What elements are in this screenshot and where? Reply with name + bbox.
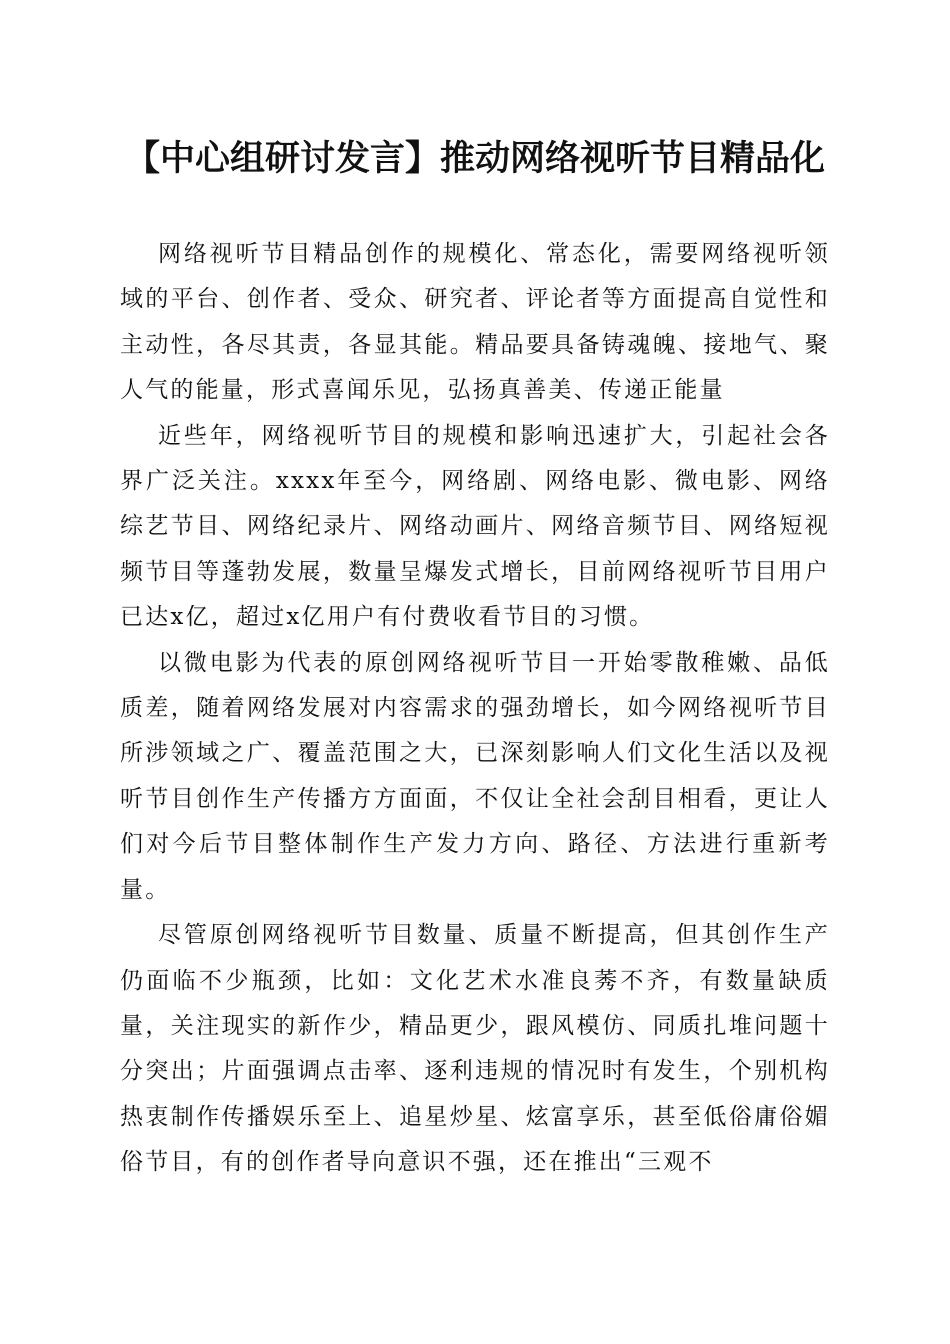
paragraph-2: 近些年，网络视听节目的规模和影响迅速扩大，引起社会各界广泛关注。xxxx年至今，网络剧、网络电影、微电影、网络综艺节目、网络纪录片、网络动画片、网络音频节目、网络短视频节目等蓬勃发展，数量呈爆发式增长，目前网络视听节目用户已达x亿，超过x亿用户有付费收看节目的习惯。 [120,422,830,631]
document-body [120,232,830,1186]
paragraph-3: 以微电影为代表的原创网络视听节目一开始零散稚嫩、品低质差，随着网络发展对内容需求的强劲增长，如今网络视听节目所涉领域之广、覆盖范围之大，已深刻影响人们文化生活以及视听节目创作生产传播方方面面，不仅让全社会刮目相看，更让人们对今后节目整体制作生产发力方向、路径、方法进行重新考量。 [120,649,830,903]
paragraph-4: 尽管原创网络视听节目数量、质量不断提高，但其创作生产仍面临不少瓶颈，比如：文化艺术水准良莠不齐，有数量缺质量，关注现实的新作少，精品更少，跟风模仿、同质扎堆问题十分突出；片面强调点击率、逐利违规的情况时有发生，个别机构热衷制作传播娱乐至上、追星炒星、炫富享乐，甚至低俗庸俗媚俗节目，有的创作者导向意识不强，还在推出“三观不 [120,922,830,1176]
paragraph-1: 网络视听节目精品创作的规模化、常态化，需要网络视听领域的平台、创作者、受众、研究者、评论者等方面提高自觉性和主动性，各尽其责，各显其能。精品要具备铸魂魄、接地气、聚人气的能量，形式喜闻乐见，弘扬真善美、传递正能量 [120,241,830,404]
document-title: 【中心组研讨发言】推动网络视听节目精品化 [124,139,825,179]
